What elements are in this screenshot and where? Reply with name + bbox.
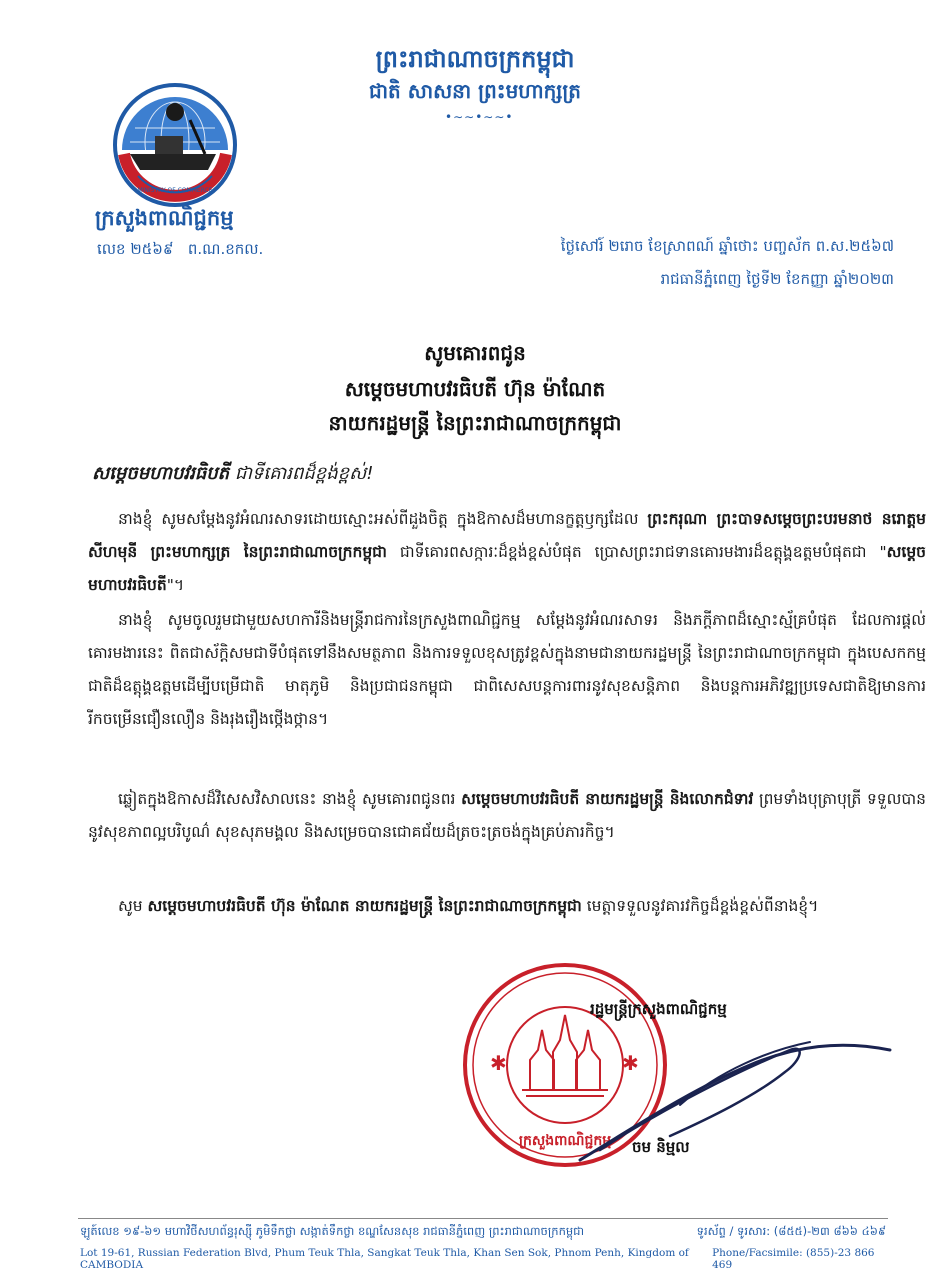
p1-text-c: ជាទីគោរពសក្ការៈដ៏ខ្ពង់ខ្ពស់បំផុត ប្រោសព្រះរាជទានគោរមងារដ៏ឧត្តុង្គឧត្តមបំផុតជា ": [386, 543, 887, 561]
addressee-name: សម្តេចមហាបវរធិបតី ហ៊ុន ម៉ាណែត: [344, 377, 606, 401]
paragraph-3: [88, 783, 926, 849]
paragraph-4: [88, 890, 926, 923]
handwritten-signature: [540, 1010, 900, 1180]
signatory-name: ចម និម្មល: [632, 1138, 690, 1156]
p2-text: នាងខ្ញុំ សូមចូលរួមជាមួយសហការីនិងមន្ត្រីរាជការនៃក្រសួងពាណិជ្ជកម្ម សម្តែងនូវអំណរសាទរ និងភក្តីភាពដ៏ស្មោះស្ម័គ្របំផុត ដែលការផ្តល់គោរមងារនេះ ពិតជាស័ក្តិសមជាទីបំផុតទៅនឹងសមត្ថភាព និងការទទួលខុសត្រូវខ្ពស់ក្នុងនាមជានាយករដ្ឋមន្ត្រី នៃព្រះរាជាណាចក្រកម្ពុជា ក្នុងបេសកកម្មជាតិដ៏ឧត្តុង្គឧត្តមដើម្បីបម្រើជាតិ មាតុភូមិ និងប្រជាជនកម្ពុជា ជាពិសេសបន្តការពារនូវសុខសន្តិភាព និងបន្តការអភិវឌ្ឍប្រទេសជាតិឱ្យមានការរីកចម្រើនជឿនលឿន និងរុងរឿងថ្កើងថ្កាន។: [88, 611, 926, 728]
kingdom-heading: ព្រះរាជាណាចក្រកម្ពុជា: [375, 45, 575, 73]
lunar-date: ថ្ងៃសៅរ៍ ២រោច ខែស្រាពណ៍ ឆ្នាំថោះ បញ្ចស័ក ព.ស.២៥៦៧: [560, 237, 894, 255]
salutation-rest: ជាទីគោរពដ៏ខ្ពង់ខ្ពស់!: [229, 463, 374, 484]
header-ornament: •∼∼•∼∼•: [445, 110, 514, 124]
footer-phone-en: Phone/Facsimile: (855)-23 866 469: [712, 1247, 875, 1271]
ministry-name: ក្រសួងពាណិជ្ជកម្ម: [95, 206, 234, 230]
p3-recipients: សម្តេចមហាបវរធិបតី នាយករដ្ឋមន្ត្រី និងលោកជំទាវ: [461, 790, 754, 808]
signatory-title: រដ្ឋមន្ត្រីក្រសួងពាណិជ្ជកម្ម: [590, 1000, 727, 1018]
p1-text-e: "។: [166, 576, 185, 594]
footer-phone-kh: ទូរស័ព្ទ / ទូរសារ: (៨៥៥)-២៣ ៨៦៦ ៤៦៩: [696, 1224, 886, 1238]
reference-number: លេខ ២៥៦៩ ព.ណ.ខកល.: [97, 240, 264, 258]
salutation: [92, 461, 373, 488]
national-motto: ជាតិ សាសនា ព្រះមហាក្សត្រ: [369, 79, 581, 103]
salutation-title: សម្តេចមហាបវរធិបតី: [92, 463, 230, 484]
p3-text-a: ឆ្លៀតក្នុងឱកាសដ៏វិសេសវិសាលនេះ នាងខ្ញុំ សូមគោរពជូនពរ: [118, 790, 462, 808]
ministry-logo: [110, 80, 240, 210]
solar-date: រាជធានីភ្នំពេញ ថ្ងៃទី២ ខែកញ្ញា ឆ្នាំ២០២៣: [660, 270, 894, 288]
footer-divider: [78, 1218, 888, 1219]
svg-text:✱: ✱: [622, 1051, 639, 1075]
p1-honorific: សម្តេចមហាបវរធិបតី: [88, 543, 926, 594]
footer-address-kh: ឡូត៍លេខ ១៩-៦១ មហាវិថីសហព័ន្ធរុស្ស៊ី ភូមិទឹកថ្លា សង្កាត់ទឹកថ្លា ខណ្ឌសែនសុខ រាជធានីភ្នំពេញ ព្រះរាជាណាចក្រកម្ពុជា: [80, 1224, 585, 1238]
logo-caption: MINISTRY OF COMMERCE: [137, 187, 213, 194]
p3-text-c: ព្រមទាំងបុត្រាបុត្រី ទទួលបាននូវសុខភាពល្អបរិបូណ៌ សុខសុភមង្គល និងសម្រេចបានជោគជ័យដ៏ត្រចះត្រចង់ក្នុងគ្រប់ភារកិច្ច។: [88, 790, 926, 841]
p1-text-a: នាងខ្ញុំ សូមសម្តែងនូវអំណរសាទរដោយស្មោះអស់ពីដួងចិត្ត ក្នុងឱកាសដ៏មហានក្ខត្តឫក្សដែល: [118, 510, 648, 528]
footer-english: [80, 1247, 886, 1271]
paragraph-2: [88, 604, 926, 736]
svg-text:✱: ✱: [490, 1051, 507, 1075]
paragraph-1: [88, 503, 926, 602]
addressee-greeting: សូមគោរពជូន: [424, 341, 526, 365]
p4-recipient: សម្តេចមហាបវរធិបតី ហ៊ុន ម៉ាណែត នាយករដ្ឋមន្ត្រី នៃព្រះរាជាណាចក្រកម្ពុជា: [147, 897, 582, 915]
footer-khmer: [80, 1224, 886, 1241]
p4-text-c: មេត្តាទទួលនូវគារវកិច្ចដ៏ខ្ពង់ខ្ពស់ពីនាងខ្ញុំ។: [581, 897, 819, 915]
footer-address-en: Lot 19-61, Russian Federation Blvd, Phum Teuk Thla, Sangkat Teuk Thla, Khan Sen Sok, Phnom Penh, Kingdom of CAMBODIA: [80, 1247, 689, 1271]
addressee-title: នាយករដ្ឋមន្ត្រី នៃព្រះរាជាណាចក្រកម្ពុជា: [328, 411, 622, 435]
p4-text-a: សូម: [118, 897, 148, 915]
seal-caption: ក្រសួងពាណិជ្ជកម្ម: [518, 1133, 612, 1149]
p1-royal-name: ព្រះករុណា ព្រះបាទសម្តេចព្រះបរមនាថ នរោត្តម សីហមុនី ព្រះមហាក្សត្រ នៃព្រះរាជាណាចក្រកម្ពុជា: [88, 510, 926, 561]
